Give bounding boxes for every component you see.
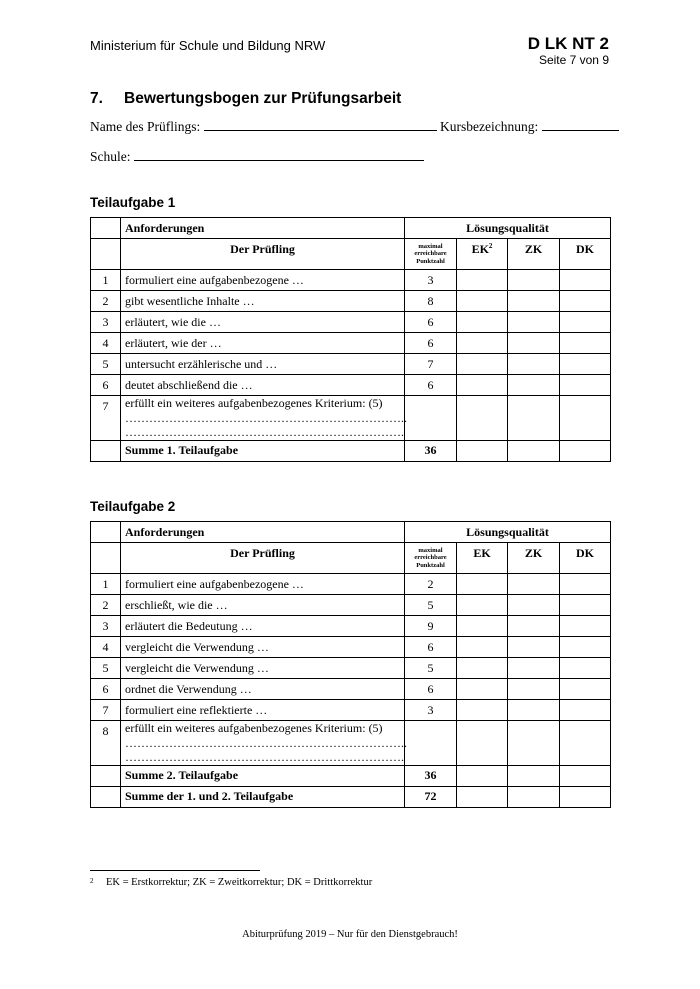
section-title [90, 90, 401, 108]
max-points: 6 [405, 312, 457, 333]
requirement-text: formuliert eine reflektierte … [121, 700, 405, 721]
zk-cell[interactable] [508, 291, 560, 312]
total-sum-row [91, 786, 611, 807]
requirement-text: deutet abschließend die … [121, 375, 405, 396]
dk-cell[interactable] [560, 616, 611, 637]
row-number: 6 [91, 679, 121, 700]
row-number: 5 [91, 354, 121, 375]
dk-cell[interactable] [560, 637, 611, 658]
dk-cell[interactable] [560, 765, 611, 786]
row-number: 2 [91, 291, 121, 312]
zk-header: ZK [508, 239, 560, 270]
extra-criterion-dots: …………………………………………………………….. [125, 410, 407, 425]
requirement-text: erschließt, wie die … [121, 595, 405, 616]
zk-cell[interactable] [508, 312, 560, 333]
table-header-row [91, 522, 611, 543]
max-points-header: maximal erreichbare Punktzahl [405, 239, 457, 270]
requirement-text: formuliert eine aufgabenbezogene … [121, 270, 405, 291]
zk-cell[interactable] [508, 440, 560, 461]
total-label: Summe der 1. und 2. Teilaufgabe [121, 786, 405, 807]
requirement-text: ordnet die Verwendung … [121, 679, 405, 700]
requirement-text: vergleicht die Verwendung … [121, 637, 405, 658]
extra-criterion-dots: …………………………………………………………….. [125, 735, 407, 750]
extra-criterion-dots: ……………………………………………………………. [125, 425, 404, 439]
max-points-header: maximal erreichbare Punktzahl [405, 543, 457, 574]
max-points: 6 [405, 333, 457, 354]
table-row [91, 375, 611, 396]
school-line [90, 147, 424, 165]
candidate-header: Der Prüfling [121, 239, 405, 270]
dk-cell[interactable] [560, 786, 611, 807]
zk-cell[interactable] [508, 574, 560, 595]
sum-value: 36 [405, 440, 457, 461]
zk-cell[interactable] [508, 375, 560, 396]
dk-cell[interactable] [560, 595, 611, 616]
document-code: D LK NT 2 [527, 34, 609, 53]
requirements-header: Anforderungen [121, 522, 405, 543]
ek-cell[interactable] [457, 679, 508, 700]
table-row [91, 354, 611, 375]
ek-header: EK [457, 543, 508, 574]
extra-max-cell[interactable] [405, 396, 457, 441]
extra-max-cell[interactable] [405, 721, 457, 766]
section-number: 7. [90, 90, 103, 107]
row-number: 3 [91, 312, 121, 333]
ek-header: $EK^2$ [457, 239, 508, 270]
ek-cell[interactable] [457, 291, 508, 312]
row-number: 6 [91, 375, 121, 396]
requirement-text: formuliert eine aufgabenbezogene … [121, 574, 405, 595]
dk-cell[interactable] [560, 574, 611, 595]
ek-cell[interactable] [457, 700, 508, 721]
max-points: 5 [405, 595, 457, 616]
zk-cell[interactable] [508, 700, 560, 721]
table-row [91, 658, 611, 679]
table-row [91, 679, 611, 700]
footnote-ref: 2 [488, 242, 493, 250]
footnote-marker: 2 [90, 877, 94, 885]
dk-cell[interactable] [560, 396, 611, 441]
dk-header: DK [560, 543, 611, 574]
name-course-line [90, 117, 619, 135]
dk-cell[interactable] [560, 354, 611, 375]
zk-cell[interactable] [508, 595, 560, 616]
course-label: Kursbezeichnung: [440, 119, 539, 134]
footnote-divider [90, 870, 260, 871]
table-row [91, 616, 611, 637]
zk-cell[interactable] [508, 786, 560, 807]
section-title-text: Bewertungsbogen zur Prüfungsarbeit [124, 90, 402, 107]
ek-cell[interactable] [457, 375, 508, 396]
dk-header: DK [560, 239, 611, 270]
ek-cell[interactable] [457, 616, 508, 637]
max-points: 8 [405, 291, 457, 312]
ek-cell[interactable] [457, 396, 508, 441]
dk-cell[interactable] [560, 333, 611, 354]
zk-cell[interactable] [508, 658, 560, 679]
task1-table [90, 217, 611, 462]
footnote-text: EK = Erstkorrektur; ZK = Zweitkorrektur; DK = Drittkorrektur [106, 877, 373, 888]
zk-cell[interactable] [508, 270, 560, 291]
requirement-text: erläutert, wie die … [121, 312, 405, 333]
ek-cell[interactable] [457, 333, 508, 354]
school-field[interactable] [134, 147, 424, 161]
row-number: 3 [91, 616, 121, 637]
row-number: 1 [91, 574, 121, 595]
max-points: 3 [405, 700, 457, 721]
candidate-header: Der Prüfling [121, 543, 405, 574]
ek-cell[interactable] [457, 354, 508, 375]
max-points: 2 [405, 574, 457, 595]
requirements-header: Anforderungen [121, 218, 405, 239]
dk-cell[interactable] [560, 270, 611, 291]
zk-cell[interactable] [508, 333, 560, 354]
ek-cell[interactable] [457, 270, 508, 291]
extra-criterion-dots: ……………………………………………………………. [125, 750, 404, 764]
zk-cell[interactable] [508, 354, 560, 375]
page-indicator: Seite 7 von 9 [538, 53, 609, 67]
row-number: 2 [91, 595, 121, 616]
requirement-text: erläutert, wie der … [121, 333, 405, 354]
zk-cell[interactable] [508, 765, 560, 786]
dk-cell[interactable] [560, 658, 611, 679]
extra-criterion-text: erfüllt ein weiteres aufgabenbezogenes Kriterium: (5) [125, 721, 383, 735]
max-points: 9 [405, 616, 457, 637]
task1-extra-row: 7 erfüllt ein weiteres aufgabenbezogenes Kriterium: (5) …………………………………………………………….. ……………………………………………………………. [91, 396, 611, 441]
table-row [91, 333, 611, 354]
sum-value: 36 [405, 765, 457, 786]
ek-cell[interactable] [457, 574, 508, 595]
table-subheader-row [91, 543, 611, 574]
task2-extra-row: 8 erfüllt ein weiteres aufgabenbezogenes Kriterium: (5) …………………………………………………………….. ……………………………………………………………. [91, 721, 611, 766]
dk-cell[interactable] [560, 440, 611, 461]
total-value: 72 [405, 786, 457, 807]
zk-cell[interactable] [508, 616, 560, 637]
row-number: 7 [91, 700, 121, 721]
row-number: 4 [91, 637, 121, 658]
ek-cell[interactable] [457, 312, 508, 333]
course-field[interactable] [542, 117, 619, 131]
table-subheader-row [91, 239, 611, 270]
quality-header: Lösungsqualität [405, 218, 611, 239]
zk-cell[interactable] [508, 679, 560, 700]
row-number: 5 [91, 658, 121, 679]
name-field[interactable] [204, 117, 437, 131]
table-row [91, 595, 611, 616]
dk-cell[interactable] [560, 312, 611, 333]
task1-sum-row [91, 440, 611, 461]
task1-heading: Teilaufgabe 1 [90, 195, 176, 210]
table-header-row [91, 218, 611, 239]
sum-label: Summe 2. Teilaufgabe [121, 765, 405, 786]
ek-cell[interactable] [457, 440, 508, 461]
page-footer: Abiturprüfung 2019 – Nur für den Dienstgebrauch! [242, 929, 458, 940]
max-points: 5 [405, 658, 457, 679]
ministry-header: Ministerium für Schule und Bildung NRW [90, 38, 326, 53]
quality-header: Lösungsqualität [405, 522, 611, 543]
table-row [91, 270, 611, 291]
table-row [91, 291, 611, 312]
task2-sum-row [91, 765, 611, 786]
requirement-text: erläutert die Bedeutung … [121, 616, 405, 637]
table-row [91, 574, 611, 595]
max-points: 6 [405, 637, 457, 658]
school-label: Schule: [90, 149, 131, 164]
dk-cell[interactable] [560, 721, 611, 766]
ek-cell[interactable] [457, 786, 508, 807]
name-label: Name des Prüflings: [90, 119, 201, 134]
ek-cell[interactable] [457, 721, 508, 766]
zk-cell[interactable] [508, 721, 560, 766]
dk-cell[interactable] [560, 375, 611, 396]
max-points: 3 [405, 270, 457, 291]
dk-cell[interactable] [560, 291, 611, 312]
row-number: 1 [91, 270, 121, 291]
task2-heading: Teilaufgabe 2 [90, 499, 176, 514]
requirement-text: untersucht erzählerische und … [121, 354, 405, 375]
requirement-text: vergleicht die Verwendung … [121, 658, 405, 679]
footnote [90, 877, 372, 888]
max-points: 6 [405, 375, 457, 396]
dk-cell[interactable] [560, 700, 611, 721]
task2-table [90, 521, 611, 808]
ek-cell[interactable] [457, 637, 508, 658]
zk-header: ZK [508, 543, 560, 574]
sum-label: Summe 1. Teilaufgabe [121, 440, 405, 461]
extra-criterion-text: erfüllt ein weiteres aufgabenbezogenes Kriterium: (5) [125, 396, 383, 410]
table-row [91, 637, 611, 658]
ek-cell[interactable] [457, 765, 508, 786]
ek-cell[interactable] [457, 658, 508, 679]
requirement-text: gibt wesentliche Inhalte … [121, 291, 405, 312]
zk-cell[interactable] [508, 396, 560, 441]
table-row [91, 312, 611, 333]
table-row [91, 700, 611, 721]
max-points: 7 [405, 354, 457, 375]
document-code-block [528, 34, 609, 68]
dk-cell[interactable] [560, 679, 611, 700]
ek-cell[interactable] [457, 595, 508, 616]
zk-cell[interactable] [508, 637, 560, 658]
row-number: 4 [91, 333, 121, 354]
max-points: 6 [405, 679, 457, 700]
